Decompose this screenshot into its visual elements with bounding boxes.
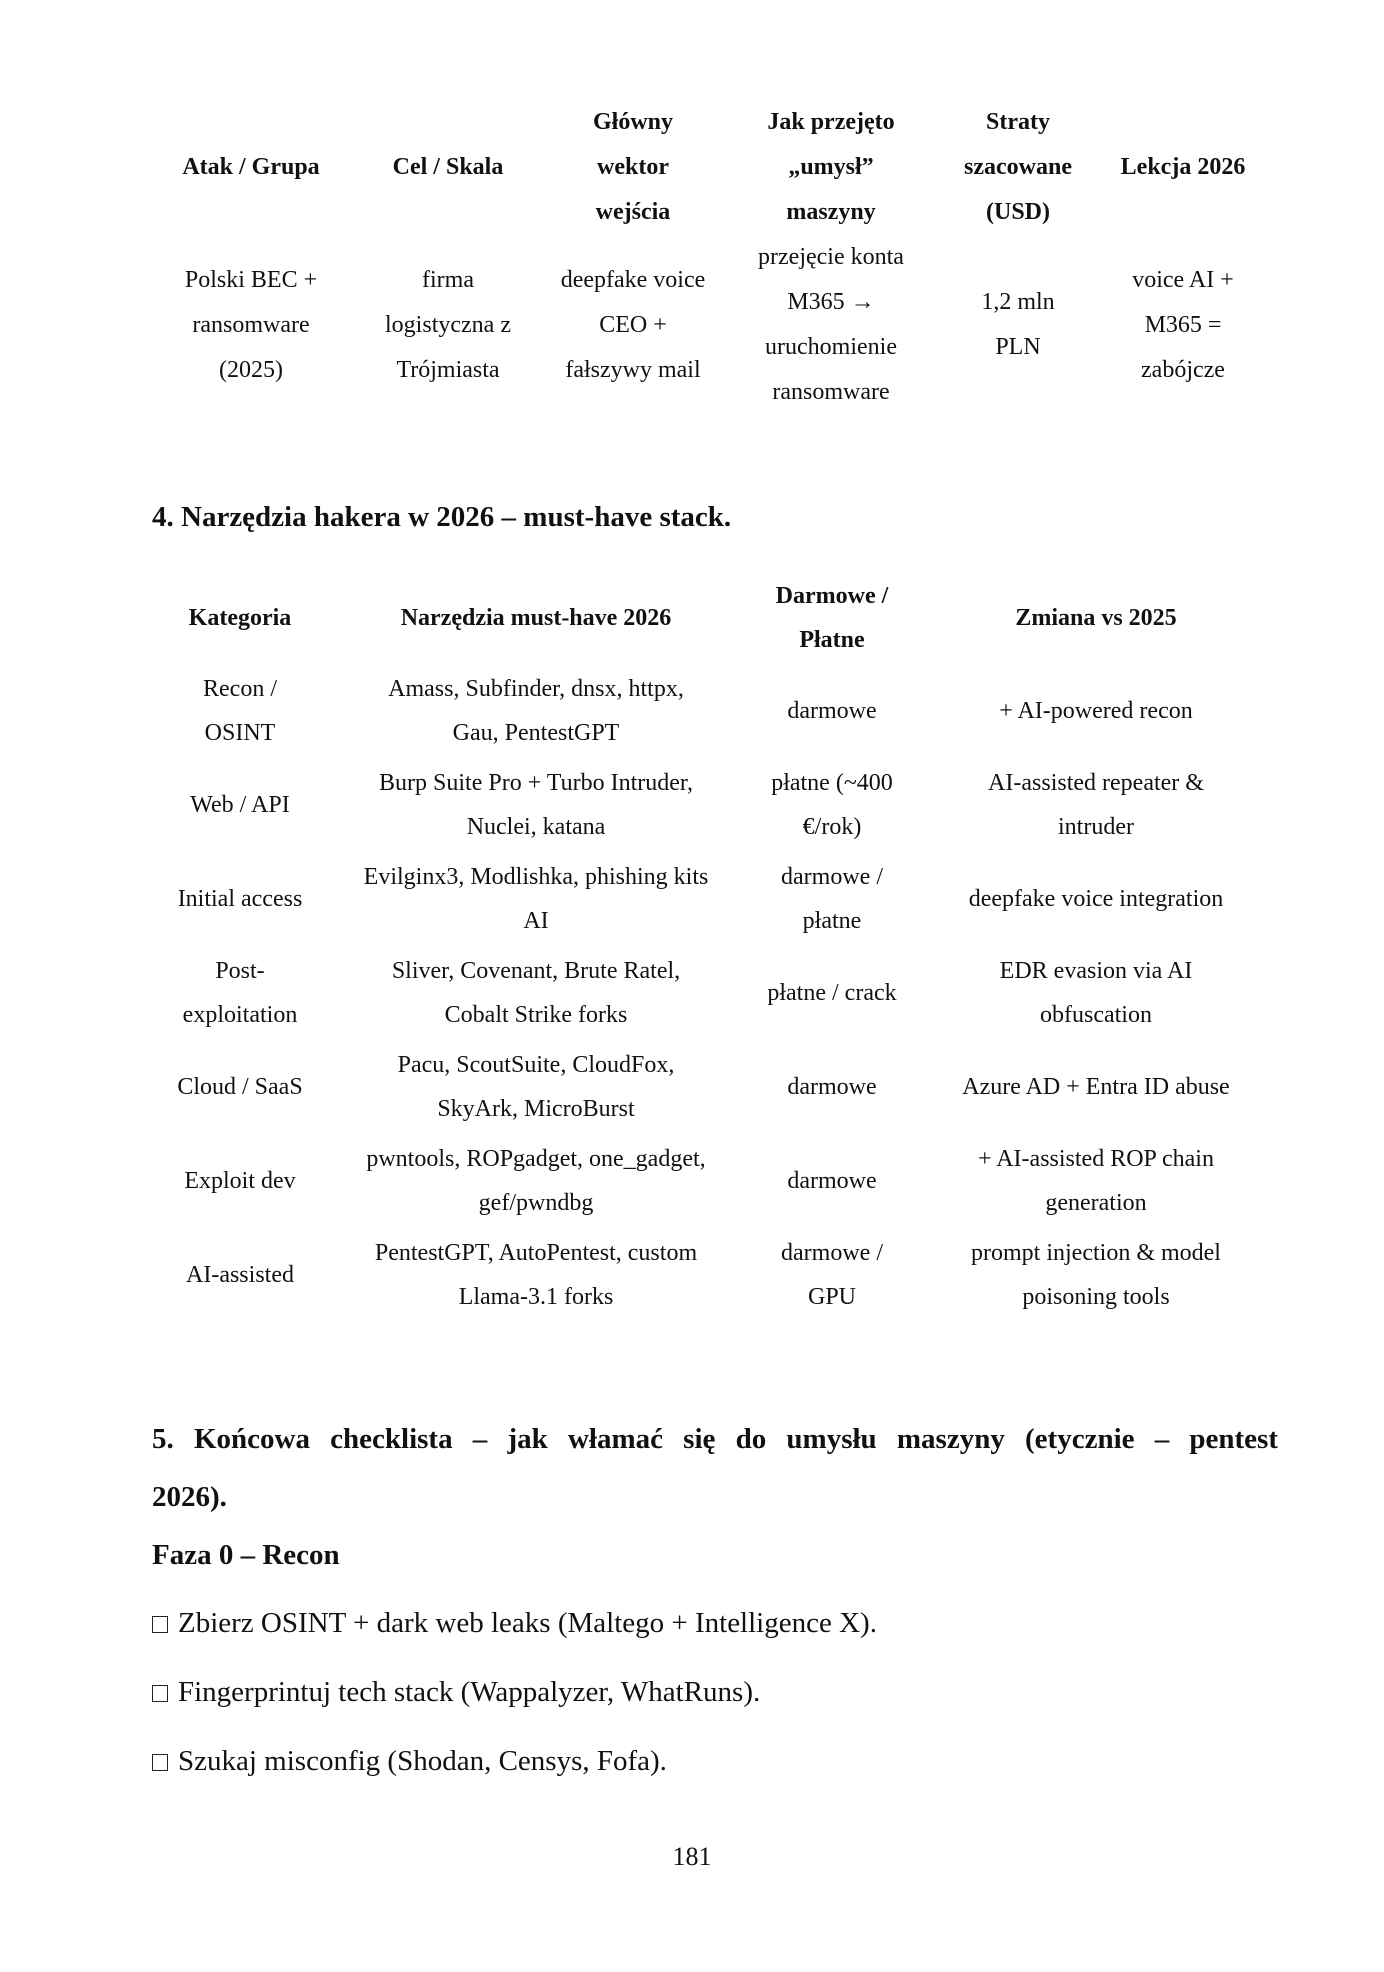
cell-tools: Evilginx3, Modlishka, phishing kits AI bbox=[363, 864, 709, 934]
header-estimated-losses: Straty szacowane (USD) bbox=[964, 109, 1072, 225]
checklist-item bbox=[152, 1741, 877, 1810]
cell-pricing: darmowe bbox=[787, 1168, 877, 1194]
empty-checkbox-icon bbox=[152, 1685, 168, 1702]
page-number: 181 bbox=[672, 1842, 712, 1871]
cell-tools: pwntools, ROPgadget, one_gadget, gef/pwndbg bbox=[366, 1146, 706, 1216]
header-target-scale: Cel / Skala bbox=[392, 154, 504, 180]
cell-pricing: darmowe bbox=[787, 1074, 877, 1100]
checklist-item-text: Zbierz OSINT + dark web leaks (Maltego + Intelligence X). bbox=[178, 1607, 877, 1639]
cell-category: Cloud / SaaS bbox=[177, 1074, 303, 1100]
cell-category: Post- exploitation bbox=[182, 958, 298, 1028]
cell-change: prompt injection & model poisoning tools bbox=[971, 1240, 1221, 1310]
cell-change: AI-assisted repeater & intruder bbox=[988, 770, 1204, 840]
cell-pricing: płatne (~400 €/rok) bbox=[771, 770, 893, 840]
header-main-vector: Główny wektor wejścia bbox=[592, 109, 673, 225]
header-pricing: Darmowe / Płatne bbox=[775, 583, 889, 653]
table-row bbox=[152, 1040, 1272, 1134]
cell-category: Web / API bbox=[190, 792, 290, 818]
section-5-heading bbox=[152, 1410, 1278, 1526]
attack-case-table bbox=[152, 100, 1272, 415]
section-5-heading-line-1: 5. Końcowa checklista – jak włamać się do umysłu maszyny (etycznie – pentest bbox=[152, 1423, 1278, 1455]
table-row bbox=[152, 235, 1272, 415]
recon-checklist bbox=[152, 1603, 877, 1810]
cell-lesson: voice AI + M365 = zabójcze bbox=[1132, 266, 1234, 383]
cell-change: + AI-powered recon bbox=[999, 698, 1193, 724]
empty-checkbox-icon bbox=[152, 1616, 168, 1633]
cell-losses: 1,2 mln PLN bbox=[981, 289, 1055, 360]
cell-pricing: darmowe / płatne bbox=[781, 864, 883, 934]
cell-tools: Burp Suite Pro + Turbo Intruder, Nuclei, katana bbox=[379, 770, 693, 840]
table-row bbox=[152, 1134, 1272, 1228]
table-row bbox=[152, 1228, 1272, 1322]
table-header-row bbox=[152, 100, 1272, 235]
hacker-tools-table bbox=[152, 572, 1272, 1322]
cell-change: EDR evasion via AI obfuscation bbox=[999, 958, 1193, 1028]
header-takeover-method: Jak przejęto „umysł” maszyny bbox=[767, 109, 895, 225]
header-tools: Narzędzia must-have 2026 bbox=[400, 605, 672, 631]
table-row bbox=[152, 664, 1272, 758]
phase-0-title: Faza 0 – Recon bbox=[152, 1539, 340, 1571]
cell-takeover: przejęcie konta M365 → uruchomienie ransomware bbox=[758, 244, 904, 405]
cell-category: AI-assisted bbox=[186, 1262, 294, 1288]
header-category: Kategoria bbox=[188, 605, 292, 631]
cell-pricing: darmowe bbox=[787, 698, 877, 724]
table-header-row bbox=[152, 572, 1272, 664]
cell-category: Initial access bbox=[177, 886, 303, 912]
checklist-item bbox=[152, 1672, 877, 1741]
cell-tools: Amass, Subfinder, dnsx, httpx, Gau, PentestGPT bbox=[388, 676, 684, 746]
cell-attack: Polski BEC + ransomware (2025) bbox=[184, 266, 318, 383]
section-5-heading-line-2: 2026). bbox=[152, 1481, 227, 1513]
cell-pricing: darmowe / GPU bbox=[781, 1240, 883, 1310]
table-row bbox=[152, 852, 1272, 946]
cell-category: Recon / OSINT bbox=[203, 676, 277, 746]
header-change: Zmiana vs 2025 bbox=[1015, 605, 1177, 631]
cell-change: deepfake voice integration bbox=[968, 886, 1224, 912]
checklist-item bbox=[152, 1603, 877, 1672]
cell-pricing: płatne / crack bbox=[767, 980, 897, 1006]
cell-tools: Sliver, Covenant, Brute Ratel, Cobalt Strike forks bbox=[391, 958, 681, 1028]
checklist-item-text: Szukaj misconfig (Shodan, Censys, Fofa). bbox=[178, 1745, 667, 1777]
table-row bbox=[152, 758, 1272, 852]
cell-target: firma logistyczna z Trójmiasta bbox=[385, 266, 511, 383]
checklist-item-text: Fingerprintuj tech stack (Wappalyzer, WhatRuns). bbox=[178, 1676, 761, 1708]
empty-checkbox-icon bbox=[152, 1754, 168, 1771]
table-row bbox=[152, 946, 1272, 1040]
cell-category: Exploit dev bbox=[184, 1168, 296, 1194]
cell-tools: PentestGPT, AutoPentest, custom Llama-3.1 forks bbox=[374, 1240, 698, 1310]
cell-change: Azure AD + Entra ID abuse bbox=[962, 1074, 1230, 1100]
cell-vector: deepfake voice CEO + fałszywy mail bbox=[560, 266, 706, 383]
header-lesson-2026: Lekcja 2026 bbox=[1120, 154, 1246, 180]
header-attack-group: Atak / Grupa bbox=[182, 154, 320, 180]
cell-change: + AI-assisted ROP chain generation bbox=[978, 1146, 1214, 1216]
section-4-heading: 4. Narzędzia hakera w 2026 – must-have stack. bbox=[152, 501, 732, 533]
cell-tools: Pacu, ScoutSuite, CloudFox, SkyArk, MicroBurst bbox=[397, 1052, 675, 1122]
